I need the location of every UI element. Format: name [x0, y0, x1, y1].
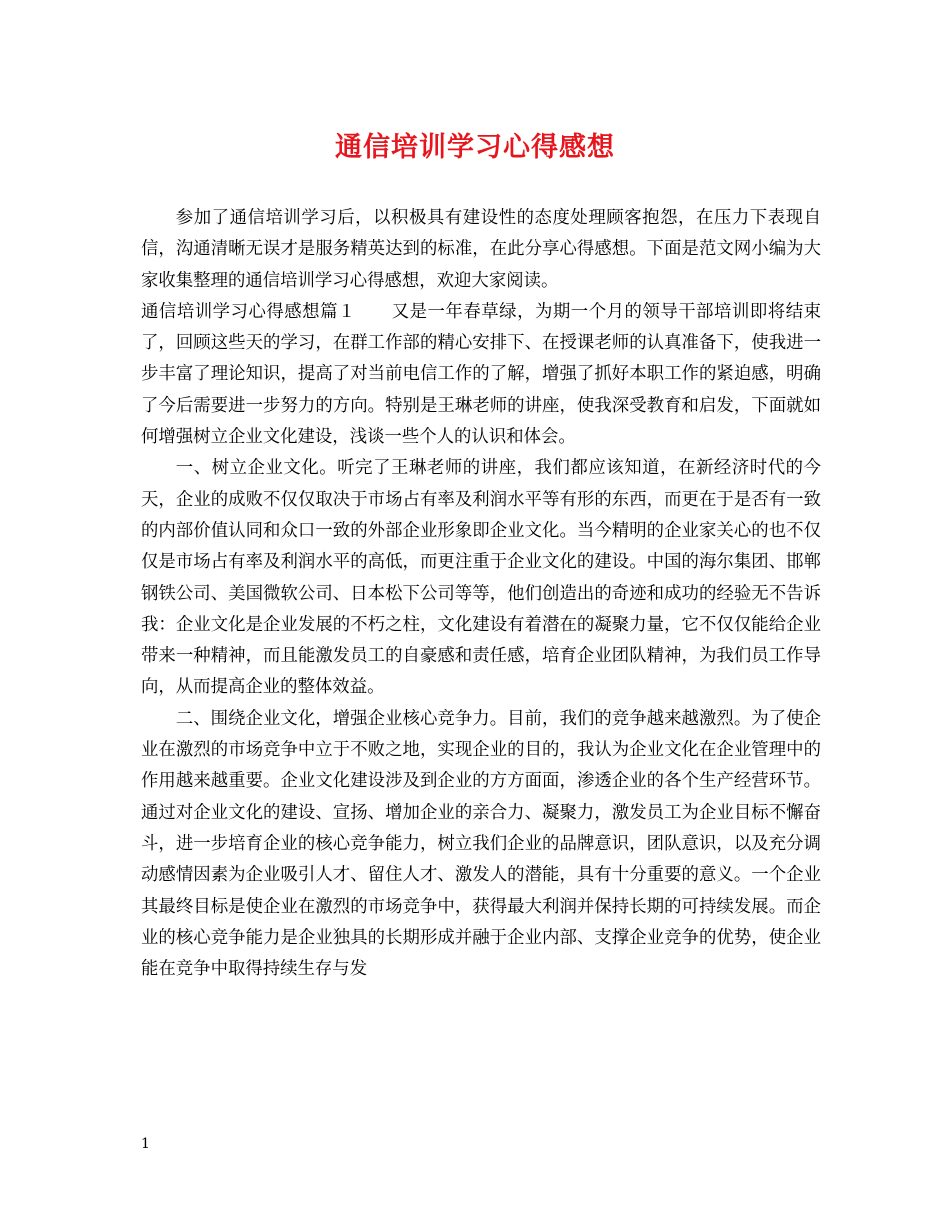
document-title: 通信培训学习心得感想 [335, 132, 615, 163]
page-number: 1 [141, 1136, 150, 1152]
paragraph-intro: 参加了通信培训学习后，以积极具有建设性的态度处理顾客抱怨，在压力下表现自信，沟通清晰无误才是服务精英达到的标准，在此分享心得感想。下面是范文网小编为大家收集整理的通信培训学习心得感想，欢迎大家阅读。 [141, 208, 821, 291]
paragraph-section-1: 一、树立企业文化。听完了王琳老师的讲座，我们都应该知道，在新经济时代的今天，企业的成败不仅仅取决于市场占有率及利润水平等有形的东西，而更在于是否有一致的内部价值认同和众口一致的外部企业形象即企业文化。当今精明的企业家关心的也不仅仅是市场占有率及利润水平的高低，而更注重于企业文化的建设。中国的海尔集团、邯郸钢铁公司、美国微软公司、日本松下公司等等，他们创造出的奇迹和成功的经验无不告诉我：企业文化是企业发展的不朽之柱，文化建设有着潜在的凝聚力量，它不仅仅能给企业带来一种精神，而且能激发员工的自豪感和责任感，培育企业团队精神，为我们员工作导向，从而提高企业的整体效益。 [141, 458, 821, 698]
paragraph-section-2: 二、围绕企业文化，增强企业核心竞争力。目前，我们的竞争越来越激烈。为了使企业在激烈的市场竞争中立于不败之地，实现企业的目的，我认为企业文化在企业管理中的作用越来越重要。企业文化建设涉及到企业的方方面面，渗透企业的各个生产经营环节。通过对企业文化的建设、宣扬、增加企业的亲合力、凝聚力，激发员工为企业目标不懈奋斗，进一步培育企业的核心竞争能力，树立我们企业的品牌意识，团队意识，以及充分调动感情因素为企业吸引人才、留住人才、激发人的潜能，具有十分重要的意义。一个企业其最终目标是使企业在激烈的市场竞争中，获得最大利润并保持长期的可持续发展。而企业的核心竞争能力是企业独具的长期形成并融于企业内部、支撑企业竞争的优势，使企业能在竞争中取得持续生存与发 [141, 708, 821, 980]
paragraph-essay-1: 通信培训学习心得感想篇１ 又是一年春草绿，为期一个月的领导干部培训即将结束了，回顾这些天的学习，在群工作部的精心安排下、在授课老师的认真准备下，使我进一步丰富了理论知识，提高了对当前电信工作的了解，增强了抓好本职工作的紧迫感，明确了今后需要进一步努力的方向。特别是王琳老师的讲座，使我深受教育和启发，下面就如何增强树立企业文化建设，浅谈一些个人的认识和体会。 [141, 301, 821, 448]
document-body [141, 203, 821, 985]
